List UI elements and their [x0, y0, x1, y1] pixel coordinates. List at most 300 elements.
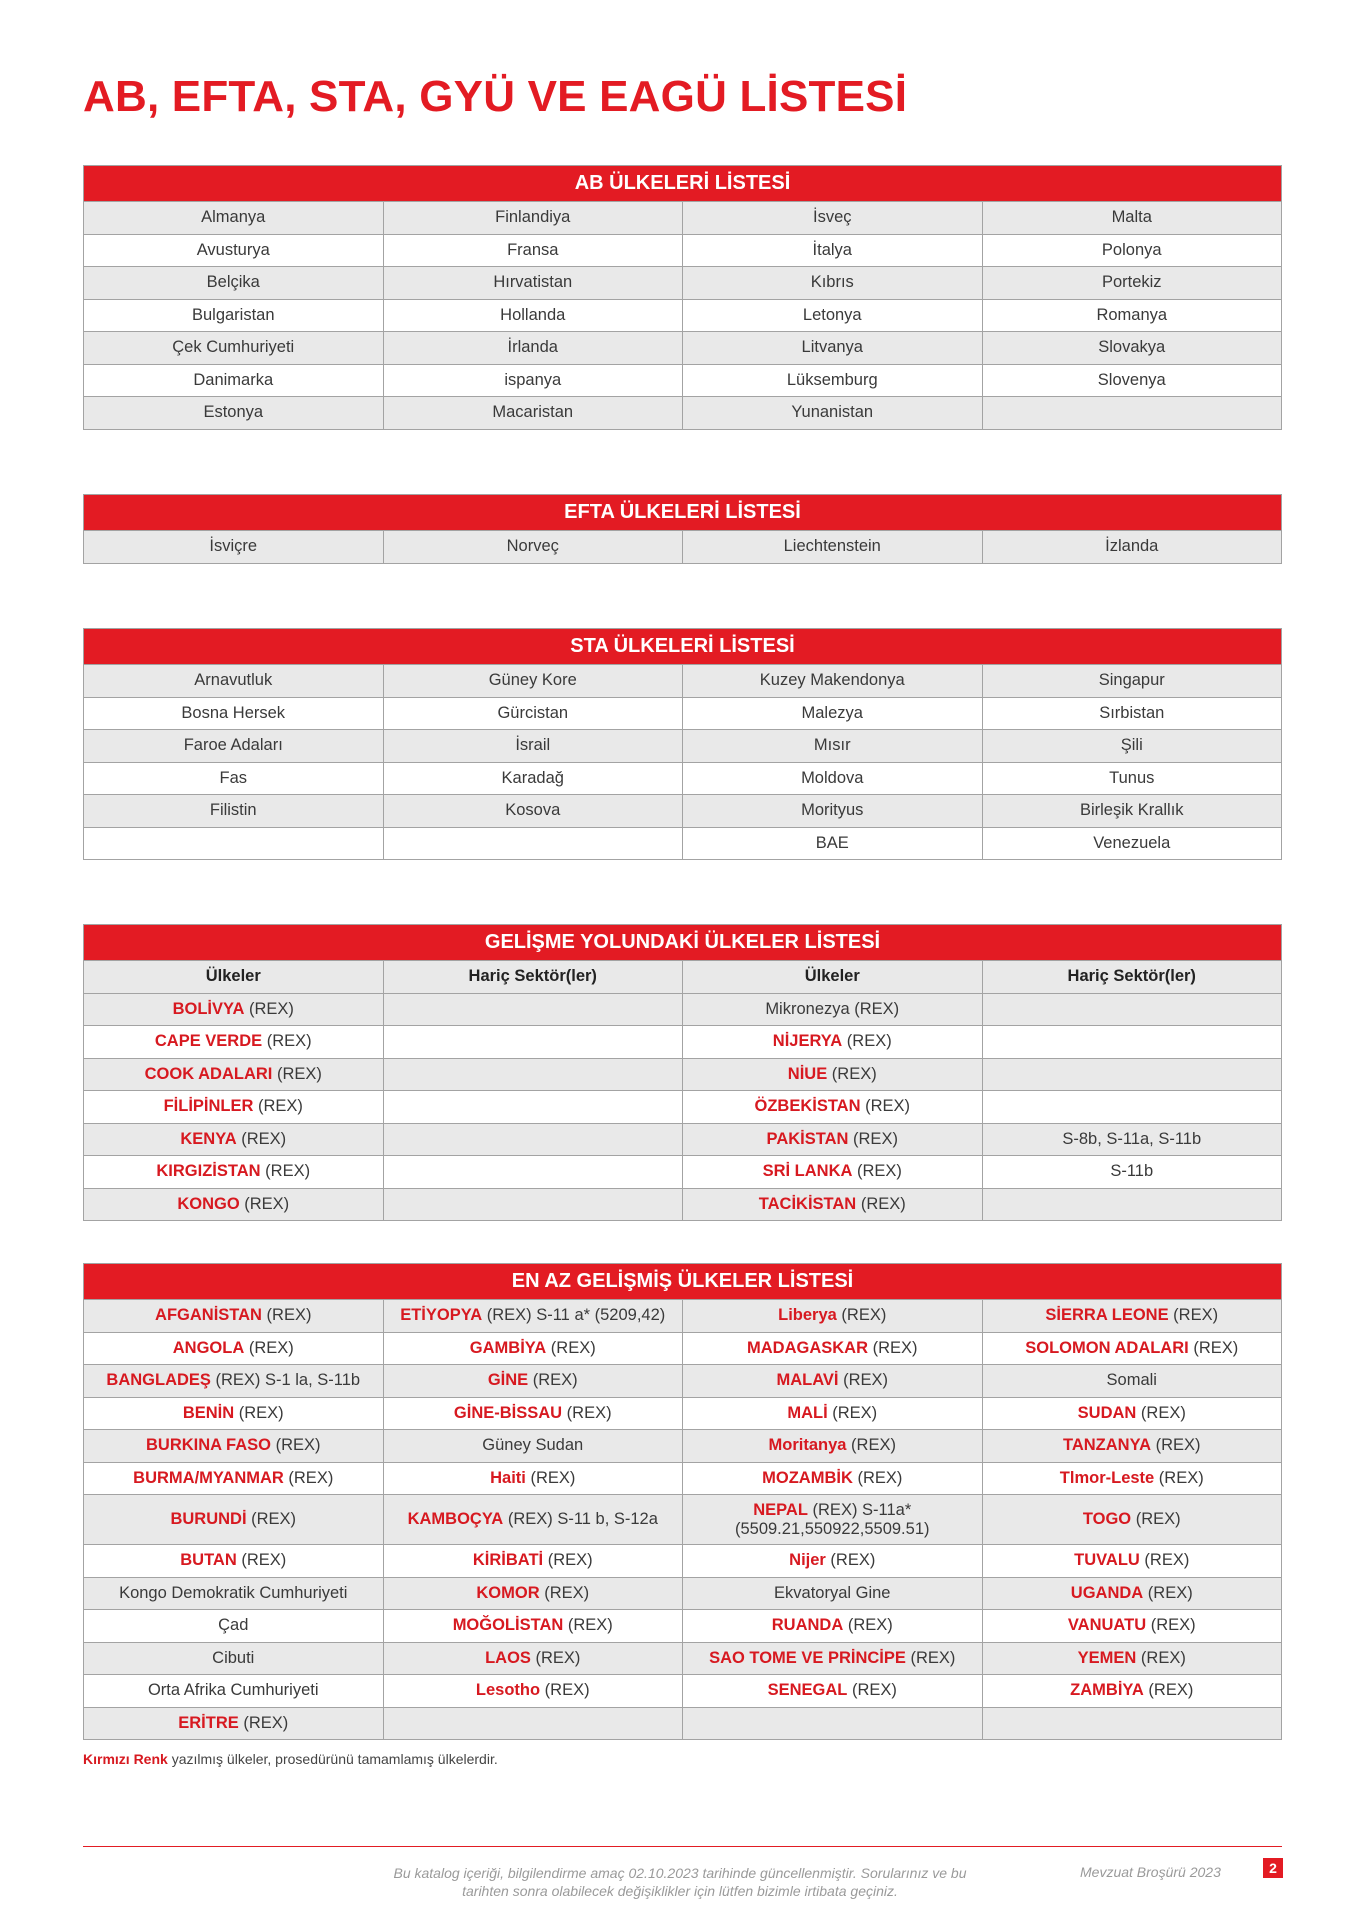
cell-text: Mikronezya (REX)	[765, 999, 900, 1018]
completed-country-name: BANGLADEŞ	[106, 1371, 211, 1390]
cell-text: (REX)	[562, 1403, 612, 1422]
completed-country-name: KENYA	[180, 1129, 237, 1148]
table-row	[84, 1365, 1282, 1398]
efta-countries-table	[83, 494, 1282, 564]
gyu-countries-table	[83, 924, 1282, 1221]
cell-text: (REX)	[838, 1371, 889, 1390]
table-cell	[84, 1300, 384, 1333]
completed-country-name: ZAMBİYA	[1070, 1681, 1144, 1700]
table-cell	[84, 827, 384, 860]
table-cell	[683, 1675, 983, 1708]
cell-text: (REX)	[1131, 1510, 1181, 1528]
table-cell: İsviçre	[84, 531, 384, 564]
completed-country-name: GİNE	[487, 1371, 529, 1390]
cell-text: (REX)	[825, 1551, 876, 1570]
cell-text: (REX) S-1 la, S-11b	[210, 1371, 361, 1390]
table-cell	[383, 1058, 683, 1091]
table-cell: Arnavutluk	[84, 665, 384, 698]
table-cell: İzlanda	[982, 531, 1282, 564]
completed-country-name: ANGOLA	[172, 1338, 245, 1357]
column-header-countries: Ülkeler	[683, 961, 983, 994]
completed-country-name: AFGANİSTAN	[155, 1306, 262, 1325]
completed-country-name: BURKINA FASO	[146, 1436, 271, 1455]
cell-text: (REX)	[1168, 1306, 1219, 1325]
table-row	[84, 1397, 1282, 1430]
completed-country-name: BUTAN	[180, 1551, 237, 1570]
table-cell	[84, 1156, 384, 1189]
table-cell: Güney Kore	[383, 665, 683, 698]
cell-text: Güney Sudan	[482, 1436, 584, 1455]
table-cell: Romanya	[982, 299, 1282, 332]
completed-country-name: NEPAL	[753, 1500, 808, 1519]
footer-disclaimer	[360, 1864, 1000, 1900]
cell-text: (REX)	[843, 1616, 893, 1635]
table-row	[84, 364, 1282, 397]
table-row	[84, 234, 1282, 267]
table-cell	[982, 993, 1282, 1026]
completed-country-name: KİRİBATİ	[472, 1551, 544, 1570]
cell-text: (REX)	[543, 1551, 593, 1570]
table-cell	[683, 1332, 983, 1365]
completed-country-name: MOĞOLİSTAN	[452, 1616, 564, 1635]
completed-country-name: KONGO	[177, 1194, 240, 1213]
table-cell: Mısır	[683, 730, 983, 763]
table-cell: Lüksemburg	[683, 364, 983, 397]
completed-country-name: YEMEN	[1077, 1648, 1137, 1667]
table-row	[84, 1188, 1282, 1221]
completed-country-name: SUDAN	[1077, 1403, 1137, 1422]
table-cell	[383, 1675, 683, 1708]
cell-text: Çad	[218, 1616, 249, 1635]
table-cell	[982, 1332, 1282, 1365]
table-cell: Malta	[982, 202, 1282, 235]
table-row	[84, 1156, 1282, 1189]
note-text: yazılmış ülkeler, prosedürünü tamamlamış ülkelerdir.	[167, 1751, 498, 1767]
completed-country-name: MALİ	[787, 1403, 828, 1422]
table-cell	[683, 1495, 983, 1545]
cell-text: (REX)	[525, 1468, 576, 1487]
table-row	[84, 730, 1282, 763]
table-cell: ispanya	[383, 364, 683, 397]
table-cell	[683, 1365, 983, 1398]
cell-text: (REX)	[1136, 1648, 1186, 1667]
table-cell: Çek Cumhuriyeti	[84, 332, 384, 365]
table-row	[84, 267, 1282, 300]
table-cell	[383, 1707, 683, 1740]
cell-text: (REX)	[540, 1681, 590, 1700]
cell-text: (REX)	[270, 1436, 321, 1455]
completed-country-name: ÖZBEKİSTAN	[754, 1097, 861, 1116]
eagu-table-header: EN AZ GELİŞMİŞ ÜLKELER LİSTESİ	[84, 1264, 1282, 1300]
sta-countries-table	[83, 628, 1282, 860]
table-cell	[84, 1397, 384, 1430]
table-cell: Letonya	[683, 299, 983, 332]
cell-text: Orta Afrika Cumhuriyeti	[147, 1681, 319, 1700]
cell-text: Somali	[1106, 1371, 1157, 1390]
table-cell: Litvanya	[683, 332, 983, 365]
cell-text: (REX)	[860, 1097, 911, 1116]
brochure-label: Mevzuat Broşürü 2023	[1080, 1864, 1221, 1880]
table-cell: İtalya	[683, 234, 983, 267]
cell-text: (REX)	[827, 1403, 878, 1422]
table-cell	[982, 1058, 1282, 1091]
table-cell	[683, 1091, 983, 1124]
table-row	[84, 1642, 1282, 1675]
table-cell	[683, 1397, 983, 1430]
completed-country-name: ETİYOPYA	[400, 1306, 483, 1325]
completed-country-name: VANUATU	[1067, 1616, 1147, 1635]
table-cell	[982, 1430, 1282, 1463]
table-cell	[383, 1397, 683, 1430]
table-row	[84, 202, 1282, 235]
gyu-table-header: GELİŞME YOLUNDAKİ ÜLKELER LİSTESİ	[84, 925, 1282, 961]
cell-text: (REX)	[856, 1194, 906, 1213]
table-cell	[683, 1462, 983, 1495]
completed-country-name: NİJERYA	[772, 1032, 843, 1051]
table-cell: Bosna Hersek	[84, 697, 384, 730]
table-cell	[84, 1545, 384, 1578]
table-cell: Fransa	[383, 234, 683, 267]
cell-text: (REX)	[1151, 1436, 1201, 1455]
table-cell	[982, 1397, 1282, 1430]
table-cell: Fas	[84, 762, 384, 795]
completed-country-name: CAPE VERDE	[154, 1032, 263, 1051]
table-cell: Moldova	[683, 762, 983, 795]
cell-text: (REX)	[246, 1510, 297, 1528]
table-cell: Slovakya	[982, 332, 1282, 365]
cell-text: (REX)	[1143, 1583, 1193, 1602]
cell-text: (REX)	[530, 1648, 581, 1667]
table-cell	[383, 1300, 683, 1333]
table-row	[84, 1123, 1282, 1156]
cell-text: (REX)	[842, 1032, 892, 1051]
page-title: AB, EFTA, STA, GYÜ VE EAGÜ LİSTESİ	[83, 72, 908, 121]
table-cell	[383, 1026, 683, 1059]
table-cell	[84, 1642, 384, 1675]
table-cell: Slovenya	[982, 364, 1282, 397]
completed-country-name: Moritanya	[768, 1436, 847, 1455]
cell-text: (REX)	[528, 1371, 578, 1390]
column-header-countries: Ülkeler	[84, 961, 384, 994]
table-cell: Finlandiya	[383, 202, 683, 235]
table-cell	[383, 1123, 683, 1156]
cell-text: (REX)	[848, 1129, 898, 1148]
table-cell	[982, 1577, 1282, 1610]
cell-text: (REX)	[846, 1436, 896, 1455]
table-cell: Venezuela	[982, 827, 1282, 860]
table-cell: Morityus	[683, 795, 983, 828]
table-cell	[383, 1545, 683, 1578]
table-cell: Almanya	[84, 202, 384, 235]
completed-country-name: KAMBOÇYA	[407, 1510, 504, 1528]
table-cell	[982, 1675, 1282, 1708]
cell-text: (REX)	[283, 1468, 334, 1487]
table-cell: Polonya	[982, 234, 1282, 267]
cell-text: (REX)	[1139, 1551, 1190, 1570]
cell-text: S-8b, S-11a, S-11b	[1062, 1129, 1202, 1148]
table-cell	[84, 1430, 384, 1463]
table-cell: Danimarka	[84, 364, 384, 397]
table-row	[84, 1495, 1282, 1545]
table-cell: Norveç	[383, 531, 683, 564]
table-cell	[982, 1462, 1282, 1495]
table-cell: Malezya	[683, 697, 983, 730]
column-header-excluded-sectors: Hariç Sektör(ler)	[383, 961, 683, 994]
table-row	[84, 1058, 1282, 1091]
table-cell: Kosova	[383, 795, 683, 828]
table-cell: Yunanistan	[683, 397, 983, 430]
cell-text: (REX)	[234, 1403, 284, 1422]
table-cell	[383, 1188, 683, 1221]
table-cell: Hırvatistan	[383, 267, 683, 300]
table-cell	[383, 827, 683, 860]
color-legend-note	[83, 1751, 498, 1767]
table-cell	[982, 1642, 1282, 1675]
table-cell: Filistin	[84, 795, 384, 828]
completed-country-name: FİLİPİNLER	[163, 1097, 254, 1116]
table-cell	[982, 1610, 1282, 1643]
cell-text: (REX)	[546, 1338, 596, 1357]
cell-text: Ekvatoryal Gine	[774, 1583, 891, 1602]
completed-country-name: RUANDA	[771, 1616, 844, 1635]
cell-text: (REX)	[260, 1162, 311, 1181]
cell-text: (REX)	[261, 1306, 312, 1325]
ab-table-header: AB ÜLKELERİ LİSTESİ	[84, 166, 1282, 202]
table-cell	[84, 1058, 384, 1091]
disclaimer-line: tarihten sonra olabilecek değişiklikler için lütfen bizimle irtibata geçiniz.	[462, 1883, 898, 1899]
completed-country-name: GİNE-BİSSAU	[453, 1403, 563, 1422]
cell-text: (REX)	[272, 1064, 322, 1083]
completed-country-name: KOMOR	[476, 1583, 540, 1602]
table-cell	[383, 1156, 683, 1189]
completed-country-name: MALAVİ	[776, 1371, 839, 1390]
cell-text: (REX)	[827, 1064, 877, 1083]
table-cell	[982, 1123, 1282, 1156]
completed-country-name: SİERRA LEONE	[1045, 1306, 1169, 1325]
table-cell	[84, 993, 384, 1026]
cell-text: (REX)	[262, 1032, 312, 1051]
completed-country-name: TACİKİSTAN	[758, 1194, 857, 1213]
table-cell: İsrail	[383, 730, 683, 763]
efta-table-header: EFTA ÜLKELERİ LİSTESİ	[84, 495, 1282, 531]
completed-country-name: SENEGAL	[767, 1681, 848, 1700]
table-cell	[84, 1577, 384, 1610]
table-cell	[84, 1188, 384, 1221]
table-cell	[84, 1091, 384, 1124]
table-cell: Singapur	[982, 665, 1282, 698]
cell-text-line2: (5509.21,550922,5509.51)	[734, 1519, 930, 1538]
table-cell: Birleşik Krallık	[982, 795, 1282, 828]
completed-country-name: GAMBİYA	[469, 1338, 547, 1357]
table-row	[84, 531, 1282, 564]
table-cell: Estonya	[84, 397, 384, 430]
completed-country-name: BURUNDİ	[170, 1510, 247, 1528]
cell-text: (REX)	[905, 1648, 956, 1667]
table-cell: İsveç	[683, 202, 983, 235]
completed-country-name: TOGO	[1082, 1510, 1132, 1528]
completed-country-name: TUVALU	[1074, 1551, 1140, 1570]
cell-text: Cibuti	[212, 1648, 255, 1667]
table-cell	[383, 1462, 683, 1495]
table-cell: Macaristan	[383, 397, 683, 430]
note-red-text: Kırmızı Renk	[83, 1751, 168, 1767]
table-cell	[84, 1462, 384, 1495]
table-cell	[683, 1545, 983, 1578]
table-cell	[683, 993, 983, 1026]
table-cell	[383, 1577, 683, 1610]
ab-countries-table	[83, 165, 1282, 430]
completed-country-name: BENİN	[182, 1403, 235, 1422]
table-cell: Avusturya	[84, 234, 384, 267]
cell-text: (REX)	[847, 1681, 897, 1700]
table-cell	[982, 1188, 1282, 1221]
table-cell	[84, 1332, 384, 1365]
table-cell	[84, 1675, 384, 1708]
footer-divider	[83, 1846, 1282, 1847]
table-cell	[683, 1188, 983, 1221]
completed-country-name: ERİTRE	[178, 1713, 239, 1732]
table-cell	[84, 1495, 384, 1545]
table-cell	[982, 1156, 1282, 1189]
completed-country-name: SAO TOME VE PRİNCİPE	[709, 1648, 906, 1667]
completed-country-name: KIRGIZİSTAN	[156, 1162, 261, 1181]
table-cell	[982, 1545, 1282, 1578]
completed-country-name: LAOS	[485, 1648, 531, 1667]
table-cell	[383, 1610, 683, 1643]
table-row	[84, 1091, 1282, 1124]
completed-country-name: TANZANYA	[1062, 1436, 1151, 1455]
completed-country-name: BOLİVYA	[172, 999, 245, 1018]
cell-text: (REX)	[1146, 1616, 1196, 1635]
table-row	[84, 1300, 1282, 1333]
table-row	[84, 332, 1282, 365]
table-cell	[683, 1707, 983, 1740]
completed-country-name: SOLOMON ADALARI	[1025, 1338, 1189, 1357]
cell-text: (REX)	[236, 1129, 287, 1148]
table-cell	[383, 1642, 683, 1675]
table-cell	[84, 1707, 384, 1740]
table-cell	[383, 1495, 683, 1545]
column-header-excluded-sectors: Hariç Sektör(ler)	[982, 961, 1282, 994]
table-cell: Kuzey Makendonya	[683, 665, 983, 698]
completed-country-name: COOK ADALARI	[144, 1064, 273, 1083]
table-cell: Tunus	[982, 762, 1282, 795]
table-cell	[383, 1365, 683, 1398]
table-cell	[982, 1495, 1282, 1545]
cell-text: (REX)	[238, 1713, 289, 1732]
table-cell	[84, 1026, 384, 1059]
table-cell	[383, 1332, 683, 1365]
cell-text: (REX) S-11 b, S-12a	[503, 1510, 658, 1528]
table-cell	[982, 1707, 1282, 1740]
table-cell	[683, 1026, 983, 1059]
table-cell: Karadağ	[383, 762, 683, 795]
sta-table-header: STA ÜLKELERİ LİSTESİ	[84, 629, 1282, 665]
eagu-countries-table	[83, 1263, 1282, 1740]
table-row	[84, 1577, 1282, 1610]
table-cell: Portekiz	[982, 267, 1282, 300]
table-cell: Faroe Adaları	[84, 730, 384, 763]
completed-country-name: Liberya	[778, 1306, 837, 1325]
cell-text: (REX)	[852, 1162, 902, 1181]
cell-text: (REX)	[239, 1194, 290, 1213]
table-cell	[683, 1156, 983, 1189]
completed-country-name: SRİ LANKA	[762, 1162, 853, 1181]
completed-country-name: Nijer	[789, 1551, 826, 1570]
cell-text: (REX)	[852, 1468, 903, 1487]
cell-text: (REX)	[1143, 1681, 1194, 1700]
completed-country-name: MADAGASKAR	[747, 1338, 868, 1357]
table-row	[84, 1707, 1282, 1740]
table-cell	[84, 1123, 384, 1156]
table-cell: Belçika	[84, 267, 384, 300]
cell-text: (REX)	[253, 1097, 303, 1116]
cell-text: (REX)	[1188, 1338, 1239, 1357]
table-cell	[683, 1642, 983, 1675]
table-cell: İrlanda	[383, 332, 683, 365]
table-cell	[683, 1058, 983, 1091]
table-row	[84, 1675, 1282, 1708]
completed-country-name: MOZAMBİK	[762, 1468, 853, 1487]
table-cell	[982, 1026, 1282, 1059]
table-cell: Sırbistan	[982, 697, 1282, 730]
cell-text: (REX)	[244, 1338, 294, 1357]
table-row	[84, 397, 1282, 430]
completed-country-name: Tlmor-Leste	[1059, 1468, 1155, 1487]
table-row	[84, 697, 1282, 730]
table-row	[84, 762, 1282, 795]
table-cell: Hollanda	[383, 299, 683, 332]
completed-country-name: BURMA/MYANMAR	[133, 1468, 284, 1487]
table-row	[84, 665, 1282, 698]
cell-text: (REX)	[236, 1551, 287, 1570]
table-cell	[982, 397, 1282, 430]
completed-country-name: PAKİSTAN	[766, 1129, 849, 1148]
table-cell	[683, 1577, 983, 1610]
table-cell	[683, 1300, 983, 1333]
completed-country-name: Haiti	[490, 1468, 526, 1487]
page-number: 2	[1263, 1858, 1283, 1878]
table-cell: BAE	[683, 827, 983, 860]
cell-text: Kongo Demokratik Cumhuriyeti	[119, 1583, 348, 1602]
cell-text: (REX)	[244, 999, 294, 1018]
table-cell	[383, 993, 683, 1026]
table-cell	[84, 1365, 384, 1398]
cell-text: (REX)	[836, 1306, 887, 1325]
table-row	[84, 1430, 1282, 1463]
table-row	[84, 795, 1282, 828]
table-cell: Bulgaristan	[84, 299, 384, 332]
table-row	[84, 299, 1282, 332]
table-cell	[683, 1430, 983, 1463]
table-cell	[982, 1091, 1282, 1124]
table-cell: Gürcistan	[383, 697, 683, 730]
completed-country-name: NİUE	[787, 1064, 828, 1083]
cell-text: (REX)	[539, 1583, 590, 1602]
cell-text: (REX)	[1154, 1468, 1204, 1487]
table-row	[84, 1026, 1282, 1059]
completed-country-name: UGANDA	[1070, 1583, 1144, 1602]
table-cell	[683, 1610, 983, 1643]
table-cell	[84, 1610, 384, 1643]
cell-text: (REX)	[1136, 1403, 1186, 1422]
completed-country-name: Lesotho	[475, 1681, 541, 1700]
disclaimer-line: Bu katalog içeriği, bilgilendirme amaç 02.10.2023 tarihinde güncellenmiştir. Sorularınız ve bu	[393, 1865, 967, 1881]
table-cell	[982, 1300, 1282, 1333]
table-cell	[383, 1430, 683, 1463]
table-cell	[982, 1365, 1282, 1398]
table-row	[84, 827, 1282, 860]
